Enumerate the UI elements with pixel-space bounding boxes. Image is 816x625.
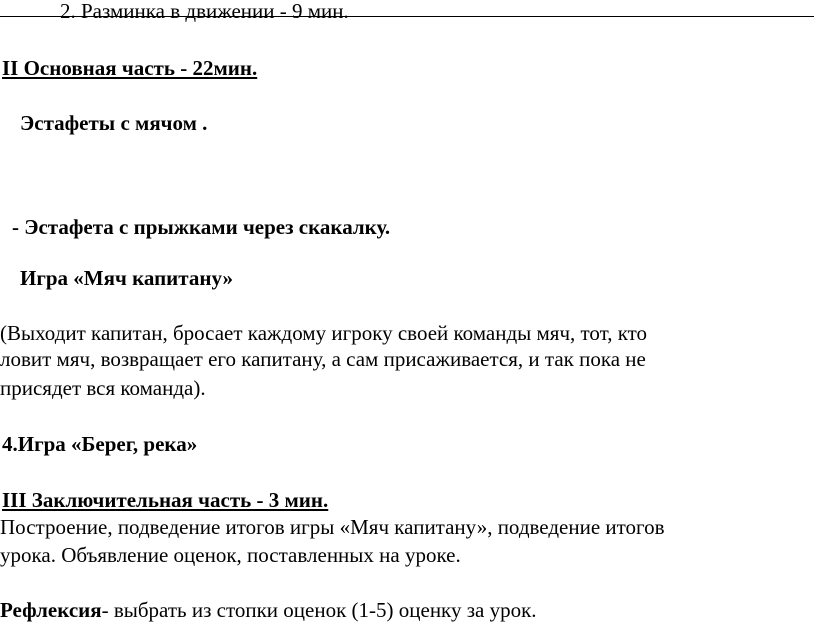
game-captain-description-line: присядет вся команда). (0, 376, 206, 400)
final-part-heading: III Заключительная часть - 3 мин. (2, 488, 329, 512)
reflection-line (0, 597, 537, 623)
relay-rope-title: - Эстафета с прыжками через скакалку. (12, 215, 391, 239)
game-captain-description-line: ловит мяч, возвращает его капитану, а сам присаживается, и так пока не (0, 347, 646, 371)
reflection-label: Рефлексия (0, 598, 102, 622)
game-captain-description-line: (Выходит капитан, бросает каждому игроку своей команды мяч, тот, кто (0, 321, 648, 345)
game-captain-title: Игра «Мяч капитану» (20, 266, 233, 290)
game-shore-title: 4.Игра «Берег, река» (2, 432, 198, 456)
reflection-text: - выбрать из стопки оценок (1-5) оценку за урок. (101, 598, 537, 622)
main-part-heading: II Основная часть - 22мин. (2, 56, 258, 80)
warmup-line: 2. Разминка в движении - 9 мин. (60, 0, 349, 23)
final-part-text-line: Построение, подведение итогов игры «Мяч капитану», подведение итогов (0, 515, 665, 539)
relay-ball-title: Эстафеты с мячом . (20, 111, 208, 135)
final-part-text-line: урока. Объявление оценок, поставленных на уроке. (0, 543, 461, 567)
